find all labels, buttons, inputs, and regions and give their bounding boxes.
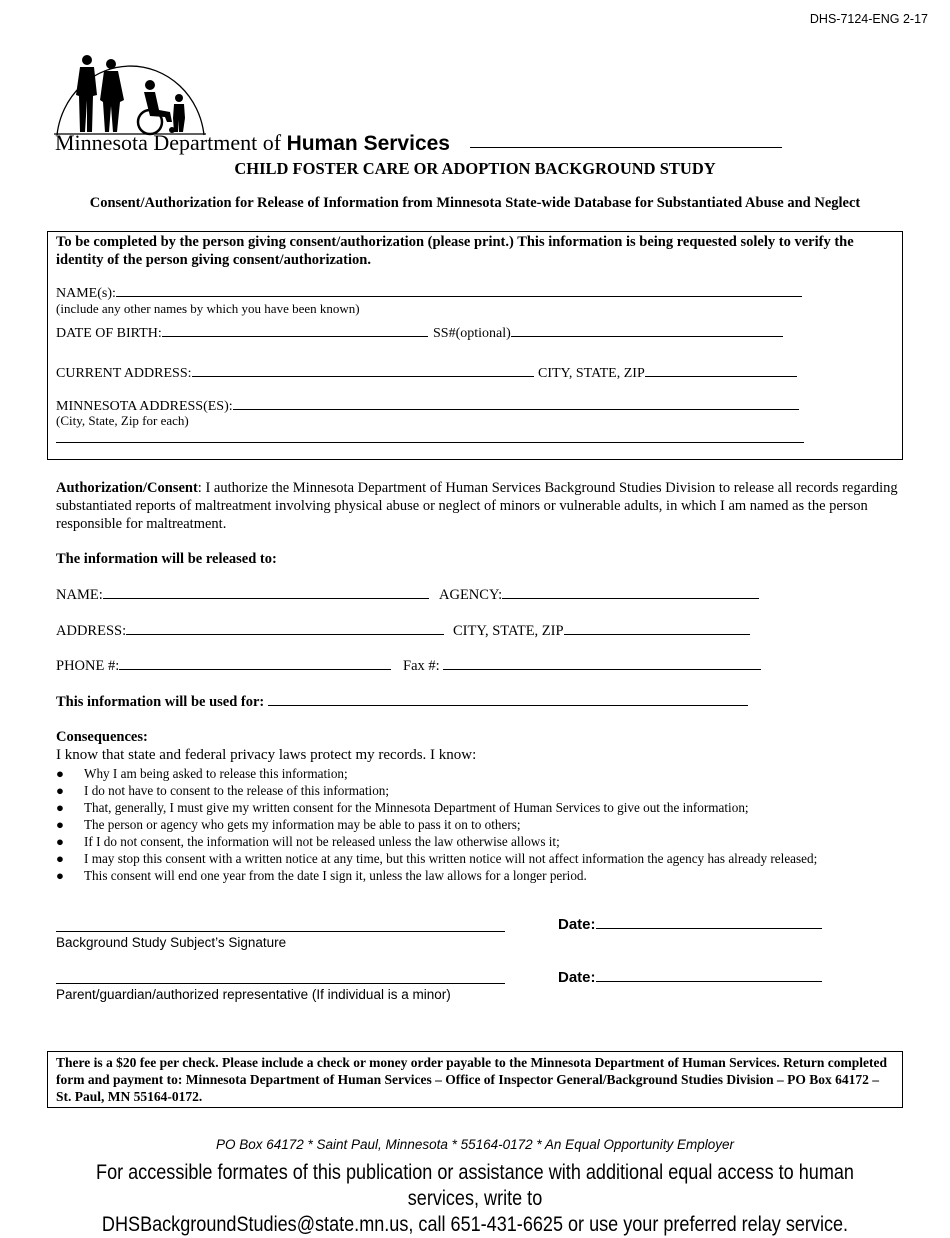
family-silhouette-icon xyxy=(54,50,214,140)
footer-accessibility xyxy=(67,1160,884,1238)
names-input-line[interactable] xyxy=(116,284,802,297)
mn-address-input-line[interactable] xyxy=(233,397,799,410)
list-item-text: I may stop this consent with a written notice at any time, but this written notice will not affect information the agency has already released; xyxy=(84,851,818,866)
bullet-icon: ● xyxy=(56,766,64,781)
list-item xyxy=(56,816,817,833)
recipient-address-label: ADDRESS: xyxy=(56,623,127,639)
mn-address-note: (City, State, Zip for each) xyxy=(56,413,189,428)
names-note: (include any other names by which you have been known) xyxy=(56,301,360,316)
list-item xyxy=(56,850,817,867)
subject-info-intro: To be completed by the person giving consent/authorization (please print.) This information is being requested solely to verify the identity of the person giving consent/authorization. xyxy=(56,234,854,268)
list-item-text: The person or agency who gets my information may be able to pass it on to others; xyxy=(84,817,521,832)
list-item-text: If I do not consent, the information will not be released unless the law otherwise allows it; xyxy=(84,834,560,849)
bullet-icon: ● xyxy=(56,834,64,849)
recipient-city-state-zip-input-line[interactable] xyxy=(564,622,750,635)
subject-date-field[interactable] xyxy=(558,915,822,933)
agency-name-bold: Human Services xyxy=(286,132,450,155)
list-item xyxy=(56,782,817,799)
city-state-zip-field[interactable] xyxy=(538,364,797,382)
current-address-field[interactable] xyxy=(56,364,534,382)
recipient-city-state-zip-field[interactable] xyxy=(453,622,750,640)
dob-field[interactable] xyxy=(56,324,428,342)
list-item-text: I do not have to consent to the release of this information; xyxy=(84,783,390,798)
mn-address-label: MINNESOTA ADDRESS(ES): xyxy=(56,399,233,414)
consequences-list xyxy=(56,765,817,884)
recipient-city-state-zip-label: CITY, STATE, ZIP xyxy=(453,623,564,639)
list-item-text: This consent will end one year from the date I sign it, unless the law allows for a longer period. xyxy=(84,868,587,883)
used-for-field[interactable] xyxy=(56,693,748,711)
recipient-phone-field[interactable] xyxy=(56,657,391,675)
names-label: NAME(s): xyxy=(56,286,116,301)
guardian-date-field[interactable] xyxy=(558,968,822,986)
guardian-signature-label: Parent/guardian/authorized representative (If individual is a minor) xyxy=(56,987,451,1002)
release-heading: The information will be released to: xyxy=(56,551,277,567)
dob-label: DATE OF BIRTH: xyxy=(56,326,162,341)
page-subtitle: Consent/Authorization for Release of Information from Minnesota State-wide Database for Substantiated Abuse and Neglect xyxy=(89,195,861,211)
fee-notice-text: There is a $20 fee per check. Please include a check or money order payable to the Minnesota Department of Human Services. Return completed form and payment to: Minnesota Department of Human Services – Office of Inspector General/Background Studies Division – PO Box 64172 – St. Paul, MN 55164-0172. xyxy=(56,1055,888,1104)
recipient-address-field[interactable] xyxy=(56,622,444,640)
agency-name-regular: Minnesota Department of xyxy=(55,130,287,155)
authorization-heading: Authorization/Consent xyxy=(56,480,198,496)
bullet-icon: ● xyxy=(56,851,64,866)
bullet-icon: ● xyxy=(56,868,64,883)
subject-date-input-line[interactable] xyxy=(596,915,822,929)
ssn-field[interactable] xyxy=(433,324,783,342)
used-for-input-line[interactable] xyxy=(268,693,748,706)
form-code: DHS-7124-ENG 2-17 xyxy=(809,12,928,26)
dhs-logo xyxy=(54,50,784,160)
recipient-fax-field[interactable] xyxy=(403,657,761,675)
recipient-agency-label: AGENCY: xyxy=(439,587,503,603)
city-state-zip-label: CITY, STATE, ZIP xyxy=(538,366,645,381)
bullet-icon: ● xyxy=(56,800,64,815)
recipient-phone-label: PHONE #: xyxy=(56,658,120,674)
authorization-paragraph xyxy=(56,479,906,533)
used-for-label: This information will be used for: xyxy=(56,694,265,710)
recipient-address-input-line[interactable] xyxy=(126,622,444,635)
names-field[interactable] xyxy=(56,284,802,302)
subject-signature-line[interactable] xyxy=(56,931,505,932)
city-state-zip-input-line[interactable] xyxy=(645,364,797,377)
recipient-fax-label: Fax #: xyxy=(403,658,440,674)
ssn-label: SS#(optional) xyxy=(433,326,511,341)
page-title: CHILD FOSTER CARE OR ADOPTION BACKGROUND STUDY xyxy=(234,159,716,178)
recipient-name-field[interactable] xyxy=(56,586,429,604)
dob-input-line[interactable] xyxy=(162,324,428,337)
consequences-heading: Consequences: xyxy=(56,729,148,745)
recipient-fax-input-line[interactable] xyxy=(443,657,761,670)
current-address-label: CURRENT ADDRESS: xyxy=(56,366,192,381)
recipient-phone-input-line[interactable] xyxy=(119,657,391,670)
recipient-agency-input-line[interactable] xyxy=(502,586,759,599)
list-item-text: That, generally, I must give my written consent for the Minnesota Department of Human Services to give out the information; xyxy=(84,800,749,815)
list-item xyxy=(56,833,817,850)
fee-notice-box xyxy=(47,1051,903,1108)
list-item xyxy=(56,867,817,884)
recipient-name-input-line[interactable] xyxy=(103,586,429,599)
footer-accessibility-line1: For accessible formates of this publication or assistance with additional equal access to human services, write to xyxy=(96,1161,854,1210)
guardian-date-input-line[interactable] xyxy=(596,968,822,982)
guardian-signature-line[interactable] xyxy=(56,983,505,984)
recipient-name-label: NAME: xyxy=(56,587,103,603)
bullet-icon: ● xyxy=(56,783,64,798)
subject-info-box xyxy=(47,231,903,460)
recipient-agency-field[interactable] xyxy=(439,586,759,604)
mn-address-extra-line[interactable] xyxy=(56,442,804,443)
footer-accessibility-line2: DHSBackgroundStudies@state.mn.us, call 651-431-6625 or use your preferred relay service. xyxy=(101,1213,849,1236)
list-item-text: Why I am being asked to release this information; xyxy=(84,766,348,781)
authorization-text: : I authorize the Minnesota Department of Human Services Background Studies Division to release all records regarding substantiated reports of maltreatment involving physical abuse or neglect of minors or vulnerable adults, in which I am named as the person responsible for maltreatment. xyxy=(56,480,898,532)
current-address-input-line[interactable] xyxy=(192,364,534,377)
logo-divider xyxy=(470,147,782,148)
agency-name xyxy=(55,130,450,156)
footer-address: PO Box 64172 * Saint Paul, Minnesota * 55164-0172 * An Equal Opportunity Employer xyxy=(215,1137,735,1152)
consequences-intro: I know that state and federal privacy laws protect my records. I know: xyxy=(56,747,477,763)
subject-signature-label: Background Study Subject’s Signature xyxy=(56,935,287,950)
bullet-icon: ● xyxy=(56,817,64,832)
subject-date-label: Date: xyxy=(558,916,596,933)
ssn-input-line[interactable] xyxy=(511,324,783,337)
guardian-date-label: Date: xyxy=(558,969,596,986)
list-item xyxy=(56,799,817,816)
list-item xyxy=(56,765,817,782)
